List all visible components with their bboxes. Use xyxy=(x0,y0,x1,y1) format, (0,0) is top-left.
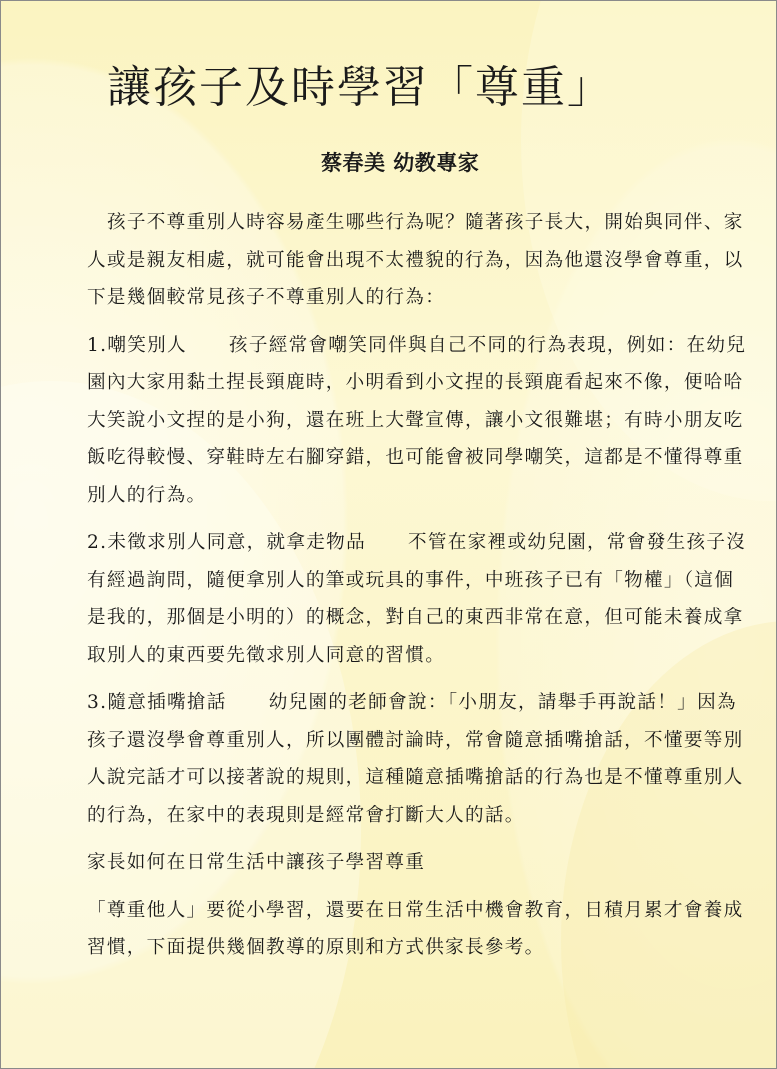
list-item-1 xyxy=(87,327,747,515)
list-item-heading: 3.隨意插嘴搶話 xyxy=(87,692,227,713)
article-title: 讓孩子及時學習「尊重」 xyxy=(107,62,613,113)
intro-paragraph: 孩子不尊重別人時容易產生哪些行為呢？隨著孩子長大，開始與同伴、家人或是親友相處，就可能會出現不太禮貌的行為，因為他還沒學會尊重，以下是幾個較常見孩子不尊重別人的行為： xyxy=(87,212,744,308)
list-item-3 xyxy=(87,684,747,834)
article-author: 蔡春美 幼教專家 xyxy=(321,151,480,175)
article-body xyxy=(87,204,747,977)
section-heading: 家長如何在日常生活中讓孩子學習尊重 xyxy=(87,852,426,873)
list-item-text: 孩子經常會嘲笑同伴與自己不同的行為表現，例如：在幼兒園內大家用黏土捏長頸鹿時，小明看到小文捏的長頸鹿看起來不像，便哈哈大笑說小文捏的是小狗，還在班上大聲宣傳，讓小文很難堪；有時小朋友吃飯吃得較慢、穿鞋時左右腳穿錯，也可能會被同學嘲笑，這都是不懂得尊重別人的行為。 xyxy=(87,334,747,506)
list-item-text: 不管在家裡或幼兒園，常會發生孩子沒有經過詢問，隨便拿別人的筆或玩具的事件，中班孩子已有「物權」（這個是我的，那個是小明的）的概念，對自己的東西非常在意，但可能未養成拿取別人的東西要先徵求別人同意的習慣。 xyxy=(87,532,747,666)
list-item-heading: 2.未徵求別人同意，就拿走物品 xyxy=(87,532,366,553)
list-item-2 xyxy=(87,524,747,674)
list-item-text: 幼兒園的老師會說：「小朋友，請舉手再說話！」因為孩子還沒學會尊重別人，所以團體討論時，常會隨意插嘴搶話，不懂要等別人說完話才可以接著說的規則，這種隨意插嘴搶話的行為也是不懂尊重別人的行為，在家中的表現則是經常會打斷大人的話。 xyxy=(87,692,744,826)
closing-paragraph: 「尊重他人」要從小學習，還要在日常生活中機會教育，日積月累才會養成習慣，下面提供幾個教導的原則和方式供家長參考。 xyxy=(87,899,744,958)
list-item-heading: 1.嘲笑別人 xyxy=(87,334,187,356)
